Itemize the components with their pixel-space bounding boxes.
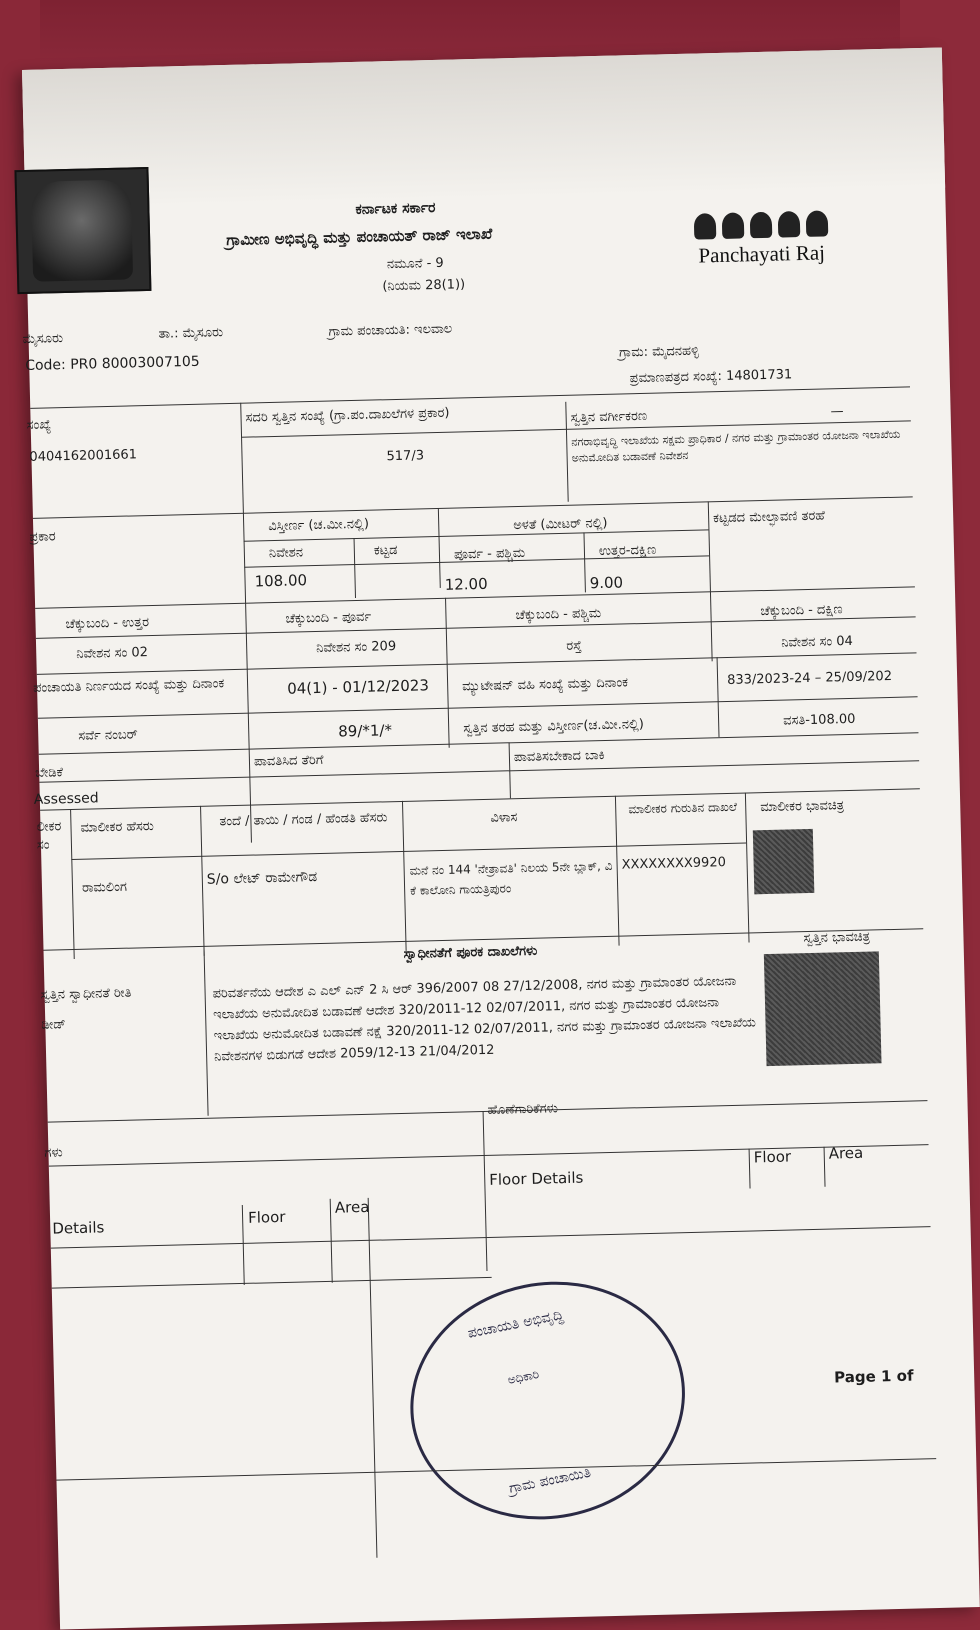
address-label: ವಿಳಾಸ [490, 810, 518, 826]
people-icon [686, 210, 837, 240]
area-label: ವಿಸ್ತೀರ್ಣ (ಚ.ಮೀ.ನಲ್ಲಿ) [268, 516, 370, 535]
classification-label: ಸ್ವತ್ತಿನ ವರ್ಗೀಕರಣ [570, 408, 648, 426]
north-south-value: 9.00 [589, 573, 624, 593]
right-area-label: Area [828, 1143, 864, 1163]
rule-number: (ನಿಯಮ 28(1)) [382, 277, 466, 295]
id-label: ಮಾಲೀಕರ ಗುರುತಿನ ದಾಖಲೆ [628, 799, 738, 817]
liabilities-label: ಹೊಣೆಗಾರಿಕೆಗಳು [487, 1101, 559, 1118]
govt-title: ಕರ್ನಾಟಕ ಸರ್ಕಾರ [355, 199, 436, 218]
roof-type-label: ಕಟ್ಟಡದ ಮೇಲ್ಛಾವಣಿ ತರಹೆ [712, 508, 826, 527]
survey-label: ಸರ್ವೆ ನಂಬರ್ [78, 727, 138, 744]
east-west-label: ಪೂರ್ವ - ಪಶ್ಚಿಮ [453, 545, 526, 563]
code: Code: PR0 80003007105 [25, 353, 200, 375]
rule-line [717, 657, 720, 737]
form-number: ನಮೂನೆ - 9 [386, 255, 444, 273]
authority-text: ನಗರಾಭಿವೃದ್ಧಿ ಇಲಾಖೆಯ ಸಕ್ಷಮ ಪ್ರಾಧಿಕಾರ / ನಗರ ಮತ್ತು ಗ್ರಾಮಾಂತರ ಯೋಜನಾ ಇಲಾಖೆಯ ಅನುಮೋದಿತ ಬಡಾವಣೆ ನಿವೇಶನ [571, 427, 901, 465]
property-id-value: 0404162001661 [29, 447, 138, 465]
logo-text: Panchayati Raj [698, 240, 826, 268]
department-title: ಗ್ರಾಮೀಣ ಅಭಿವೃದ್ಧಿ ಮತ್ತು ಪಂಚಾಯತ್ ರಾಜ್ ಇಲಾಖೆ [225, 224, 493, 250]
rule-line [368, 1198, 378, 1558]
north-boundary-label: ಚೆಕ್ಕುಬಂದಿ - ಉತ್ತರ [65, 615, 150, 633]
assessed-label: Assessed [33, 790, 99, 808]
rule-line [565, 402, 568, 502]
rule-line [70, 809, 75, 959]
left-floor-label: Floor [247, 1207, 286, 1227]
site-label: ನಿವೇಶನ [268, 545, 304, 562]
rule-line [242, 1205, 245, 1285]
possession-mode-label: ಸ್ವತ್ತಿನ ಸ್ವಾಧೀನತೆ ರೀತಿ [40, 985, 132, 1003]
south-boundary: ನಿವೇಶನ ಸಂ 04 [781, 633, 854, 651]
owner-photo [753, 829, 815, 894]
owner-col-no2: ಸಂ [36, 837, 50, 853]
rule-line [615, 796, 620, 946]
rule-line [745, 793, 750, 943]
east-boundary-label: ಚೆಕ್ಕುಬಂದಿ - ಪೂರ್ವ [285, 609, 372, 627]
survey-value: 89/*1/* [338, 721, 393, 741]
resolution-label: ಪಂಚಾಯತಿ ನಿರ್ಣಯದ ಸಂಖ್ಯೆ ಮತ್ತು ದಿನಾಂಕ [32, 676, 225, 696]
owner-address: ಮನೆ ನಂ 144 'ನೇತ್ರಾವತಿ' ನಿಲಯ 5ನೇ ಬ್ಲಾಕ್, ವಿ ಕೆ ಕಾಲೋನಿ ಗಾಯತ್ರಿಪುರಂ [409, 858, 613, 898]
possession-docs-text: ಪರಿವರ್ತನೆಯ ಆದೇಶ ಎ ಎಲ್ ಎನ್ 2 ಸಿ ಆರ್ 396/2007 08 27/12/2008, ನಗರ ಮತ್ತು ಗ್ರಾಮಾಂತರ ಯೋಜನಾ ಇಲಾಖೆಯ ಅನುಮೋದಿತ ಬಡಾವಣೆ ಆದೇಶ 320/2011-12 02/07/2011, ನಗರ ಮತ್ತು ಗ್ರಾಮಾಂತರ ಯೋಜನಾ ಇಲಾಖೆಯ ಅನುಮೋದಿತ ಬಡಾವಣೆ ನಕ್ಷೆ 320/2011-12 02/07/2011, ನಗರ ಮತ್ತು ಗ್ರಾಮಾಂತರ ಯೋಜನಾ ಇಲಾಖೆಯ ನಿವೇಶನಗಳ ಬಿಡುಗಡೆ ಆದೇಶ 2059/12-13 21/04/2012 [212, 973, 757, 1065]
south-boundary-label: ಚೆಕ್ಕುಬಂದಿ - ದಕ್ಷಿಣ [760, 602, 843, 620]
west-boundary: ರಸ್ತೆ [566, 638, 582, 654]
owner-photo-label: ಮಾಲೀಕರ ಭಾವಚಿತ್ರ [760, 798, 845, 816]
mutation-value: 833/2023-24 – 25/09/202 [726, 668, 893, 688]
page-number: Page 1 of [833, 1366, 914, 1387]
certificate-number: ಪ್ರಮಾಣಪತ್ರದ ಸಂಖ್ಯೆ: 14801731 [629, 367, 793, 387]
left-floor-details-label: Details [52, 1218, 105, 1238]
property-photo [764, 951, 882, 1066]
type-label: ಪ್ರಕಾರ [29, 529, 56, 545]
classification-value: — [830, 404, 844, 420]
relation-label: ತಂದೆ / ತಾಯಿ / ಗಂಡ / ಹೆಂಡತಿ ಹೆಸರು [219, 810, 388, 830]
rule-line [203, 946, 208, 1116]
page-crease [22, 48, 945, 210]
district: ಮೈಸೂರು [22, 331, 64, 348]
rule-line [583, 532, 585, 592]
north-south-label: ಉತ್ತರ-ದಕ್ಷಿಣ [598, 542, 657, 560]
document-page [22, 48, 980, 1630]
panchayati-raj-logo [686, 210, 837, 269]
gp-number-label: ಸದರಿ ಸ್ವತ್ತಿನ ಸಂಖ್ಯೆ (ಗ್ರಾ.ಪಂ.ದಾಖಲೆಗಳ ಪ್ರಕಾರ) [245, 405, 450, 426]
rule-line [51, 1226, 931, 1249]
rule-line [52, 1277, 492, 1289]
rule-line [39, 760, 919, 783]
balance-label: ಪಾವತಿಸಬೇಕಾದ ಬಾಕಿ [513, 747, 605, 766]
paid-tax-label: ಪಾವತಿಸಿದ ತೆರಿಗೆ [253, 752, 324, 770]
possession-mode-value: ಡೀಡ್ [41, 1017, 66, 1033]
owner-relation: S/o ಲೇಟ್ ರಾಮೇಗೌಡ [206, 869, 318, 888]
west-boundary-label: ಚೆಕ್ಕುಬಂದಿ - ಪಶ್ಚಿಮ [515, 606, 602, 624]
north-boundary: ನಿವೇಶನ ಸಂ 02 [76, 645, 149, 662]
rule-line [354, 538, 356, 598]
seal-line-2: ಅಧಿಕಾರಿ [506, 1366, 541, 1387]
official-seal [389, 1258, 706, 1544]
taluk: ತಾ.: ಮೈಸೂರು [158, 325, 224, 342]
owner-col-no: ಲೀಕರ [36, 819, 62, 835]
seal-line-1: ಪಂಚಾಯತಿ ಅಭಿವೃದ್ಧಿ [466, 1307, 565, 1342]
type-area-value: ವಸತಿ-108.00 [782, 711, 856, 729]
resolution-value: 04(1) - 01/12/2023 [286, 676, 430, 698]
karnataka-emblem-icon [14, 167, 151, 294]
gram-panchayat: ಗ್ರಾಮ ಪಂಚಾಯತಿ: ಇಲವಾಲ [328, 321, 453, 340]
village: ಗ್ರಾಮ: ಮೈದನಹಳ್ಳಿ [618, 343, 700, 361]
measure-label: ಅಳತೆ (ಮೀಟರ್ ನಲ್ಲಿ) [513, 515, 608, 534]
east-boundary: ನಿವೇಶನ ಸಂ 209 [316, 639, 397, 656]
site-area-value: 108.00 [254, 571, 308, 591]
owner-name-label: ಮಾಲೀಕರ ಹೆಸರು [80, 819, 154, 836]
rule-line [200, 806, 205, 956]
building-label: ಕಟ್ಟಡ [373, 542, 398, 559]
liabilities-left-label: ಗಳು [44, 1145, 63, 1161]
owner-id-value: XXXXXXXX9920 [621, 855, 727, 873]
possession-docs-label: ಸ್ವಾಧೀನತೆಗೆ ಪೂರಕ ದಾಖಲೆಗಳು [403, 943, 538, 962]
rule-line [708, 501, 713, 661]
demand-label: ಬೇಡಿಕೆ [35, 765, 64, 781]
rule-line [749, 1149, 751, 1189]
owner-name: ರಾಮಲಿಂಗ [81, 879, 128, 896]
rule-line [30, 386, 910, 409]
right-floor-details-label: Floor Details [489, 1168, 584, 1189]
left-area-label: Area [334, 1197, 370, 1217]
rule-line [49, 1144, 929, 1167]
gp-number-value: 517/3 [386, 448, 425, 465]
rule-line [824, 1147, 826, 1187]
rule-line [402, 801, 407, 951]
property-id-label: ಸಂಖ್ಯೆ [26, 417, 52, 433]
rule-line [438, 508, 441, 588]
east-west-value: 12.00 [444, 574, 488, 594]
type-area-label: ಸ್ವತ್ತಿನ ತರಹ ಮತ್ತು ವಿಸ್ತೀರ್ಣ(ಚ.ಮೀ.ನಲ್ಲಿ) [463, 717, 645, 737]
right-floor-label: Floor [753, 1147, 792, 1167]
rule-line [445, 598, 450, 748]
property-photo-label: ಸ್ವತ್ತಿನ ಭಾವಚಿತ್ರ [803, 929, 871, 947]
rule-line [483, 1111, 488, 1271]
mutation-label: ಮ್ಯುಟೇಷನ್ ವಹಿ ಸಂಖ್ಯೆ ಮತ್ತು ದಿನಾಂಕ [462, 675, 629, 695]
seal-line-3: ಗ್ರಾಮ ಪಂಚಾಯಿತಿ [507, 1464, 593, 1497]
